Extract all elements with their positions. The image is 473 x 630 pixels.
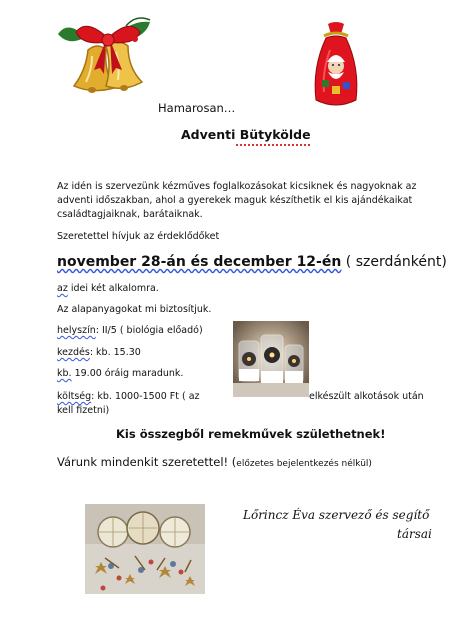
location-value: : II/5 ( biológia előadó) <box>95 325 203 336</box>
signature-line2: társai <box>397 527 432 541</box>
slogan-text: Kis összegből remekművek születhetnek! <box>116 427 386 441</box>
occasions-rest: idei két alkalomra. <box>67 283 159 294</box>
intro-paragraph: Az idén is szervezünk kézműves foglalkozásokat kicsiknek és nagyoknak az adventi időszakban, ahol a gyerekek maguk készíthetik el kis ajándékaikat családtagjaiknak, barátaiknak. <box>57 181 417 220</box>
cost-line <box>57 390 200 403</box>
start-value: : kb. 15.30 <box>89 347 141 358</box>
cost-label: költség <box>57 391 92 402</box>
start-label: kezdés <box>57 347 90 358</box>
occasions-line <box>57 282 159 295</box>
end-value: 19.00 óráig maradunk. <box>71 368 184 379</box>
cost-value: : kb. 1000-1500 Ft ( az <box>91 391 200 402</box>
location-line <box>57 324 203 337</box>
cost-line2: kell fizetni) <box>57 405 110 416</box>
page-title <box>181 127 311 142</box>
intro-text: Hamarosan… <box>158 101 236 115</box>
santa-gift-bag-icon <box>310 20 362 112</box>
cost-tail: elkészült alkotások után <box>309 391 424 402</box>
craft-ornaments-photo <box>85 504 205 594</box>
materials-line: Az alapanyagokat mi biztosítjuk. <box>57 304 212 315</box>
christmas-bells-icon <box>58 12 158 110</box>
welcome-small: előzetes bejelentkezés nélkül) <box>236 459 372 469</box>
signature-line1: Lőrincz Éva szervező és segítő <box>243 508 430 522</box>
start-line <box>57 346 141 359</box>
welcome-main: Várunk mindenkit szeretettel! ( <box>57 455 237 469</box>
invite-text: Szeretettel hívjuk az érdeklődőket <box>57 231 220 242</box>
end-line <box>57 367 183 380</box>
dates-main: november 28-án és december 12-én <box>57 254 342 270</box>
end-label: kb. <box>57 368 72 379</box>
dates-note: ( szerdánként) <box>341 254 447 270</box>
dates-line <box>57 254 447 270</box>
welcome-line <box>57 455 372 469</box>
location-label: helyszín <box>57 325 96 336</box>
title-spellcheck-underline <box>236 144 310 146</box>
candle-jars-photo <box>233 321 309 397</box>
occasions-word: az <box>57 283 68 294</box>
page-title-text: Adventi Bütykölde <box>181 127 311 142</box>
